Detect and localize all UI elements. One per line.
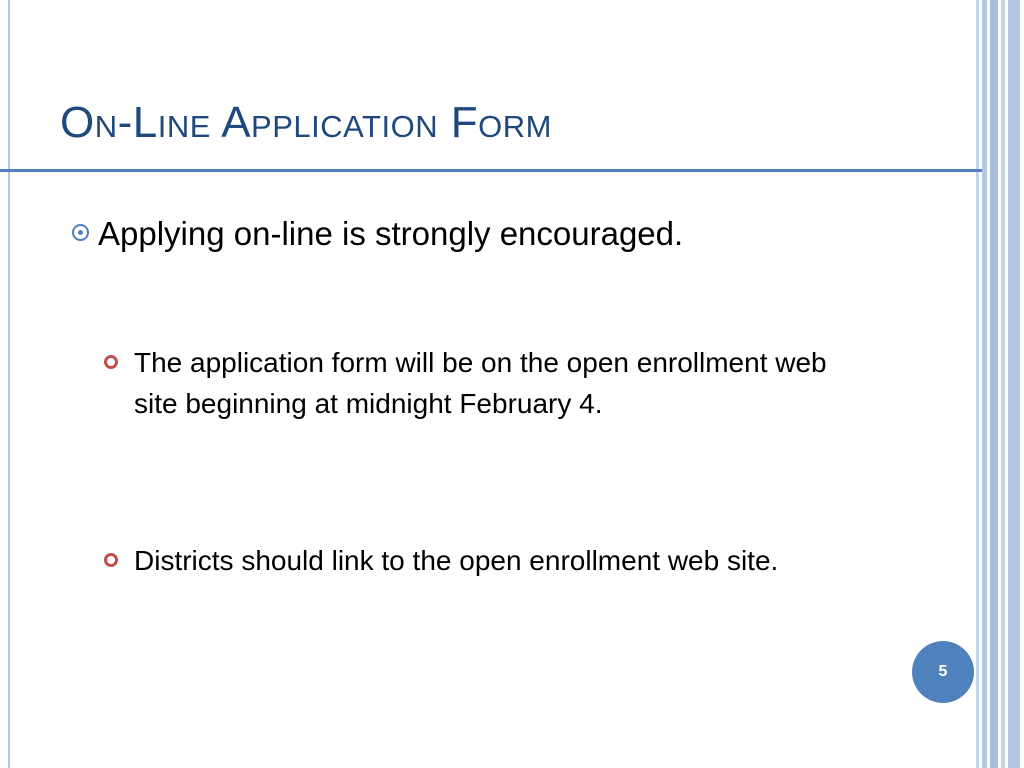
sub-bullet-text: The application form will be on the open enrollment web site beginning at midnight February 4. xyxy=(134,347,827,419)
ring-icon xyxy=(104,355,118,369)
circled-dot-icon xyxy=(72,224,89,241)
right-stripe xyxy=(1008,0,1020,768)
left-border-line xyxy=(8,0,10,768)
right-stripe xyxy=(976,0,979,768)
slide-title: On-Line Application Form xyxy=(60,98,552,147)
sub-bullet-text: Districts should link to the open enrollment web site. xyxy=(134,545,779,576)
right-stripe xyxy=(990,0,998,768)
bullet-text: Applying on-line is strongly encouraged. xyxy=(98,215,684,252)
title-divider xyxy=(0,169,982,172)
right-stripe xyxy=(1001,0,1005,768)
right-stripe xyxy=(982,0,987,768)
page-number-badge: 5 xyxy=(912,641,974,703)
ring-icon xyxy=(104,553,118,567)
